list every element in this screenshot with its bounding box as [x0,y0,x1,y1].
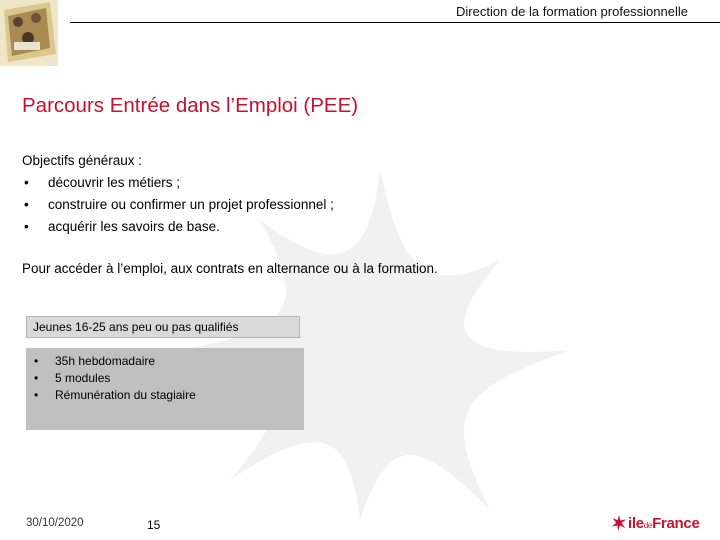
list-item [22,172,334,194]
list-item [32,353,304,370]
bullet: • [24,219,29,234]
header-title: Direction de la formation professionnelle [456,4,688,19]
logo-text-ile: ile [628,514,644,532]
list-item-text: construire ou confirmer un projet professionnel ; [48,197,334,212]
objectives-block [22,150,334,238]
audience-box: Jeunes 16-25 ans peu ou pas qualifiés [26,316,300,338]
objectives-heading: Objectifs généraux : [22,153,143,168]
footer-date: 30/10/2020 [26,517,84,529]
bullet: • [24,175,29,190]
access-text: Pour accéder à l’emploi, aux contrats en alternance ou à la formation. [22,261,438,276]
header-divider [70,22,720,23]
star-icon [610,514,628,532]
list-item-text: Rémunération du stagiaire [55,388,196,402]
list-item-text: acquérir les savoirs de base. [48,219,220,234]
iledefrance-logo [610,512,699,534]
page-number: 15 [147,518,161,532]
details-box [26,348,304,430]
bullet: • [34,388,39,402]
list-item [22,194,334,216]
list-item [32,387,304,404]
logo-text-de: de [643,520,653,530]
list-item [32,370,304,387]
logo-text-france: France [652,514,700,532]
page-title: Parcours Entrée dans l’Emploi (PEE) [22,94,359,117]
list-item [22,216,334,238]
list-item-text: découvrir les métiers ; [48,175,181,190]
list-item-text: 35h hebdomadaire [55,354,156,368]
bullet: • [34,371,39,385]
bullet: • [24,197,29,212]
logo-text [628,515,699,532]
list-item-text: 5 modules [55,371,111,385]
header-photo [0,0,58,66]
bullet: • [34,354,39,368]
